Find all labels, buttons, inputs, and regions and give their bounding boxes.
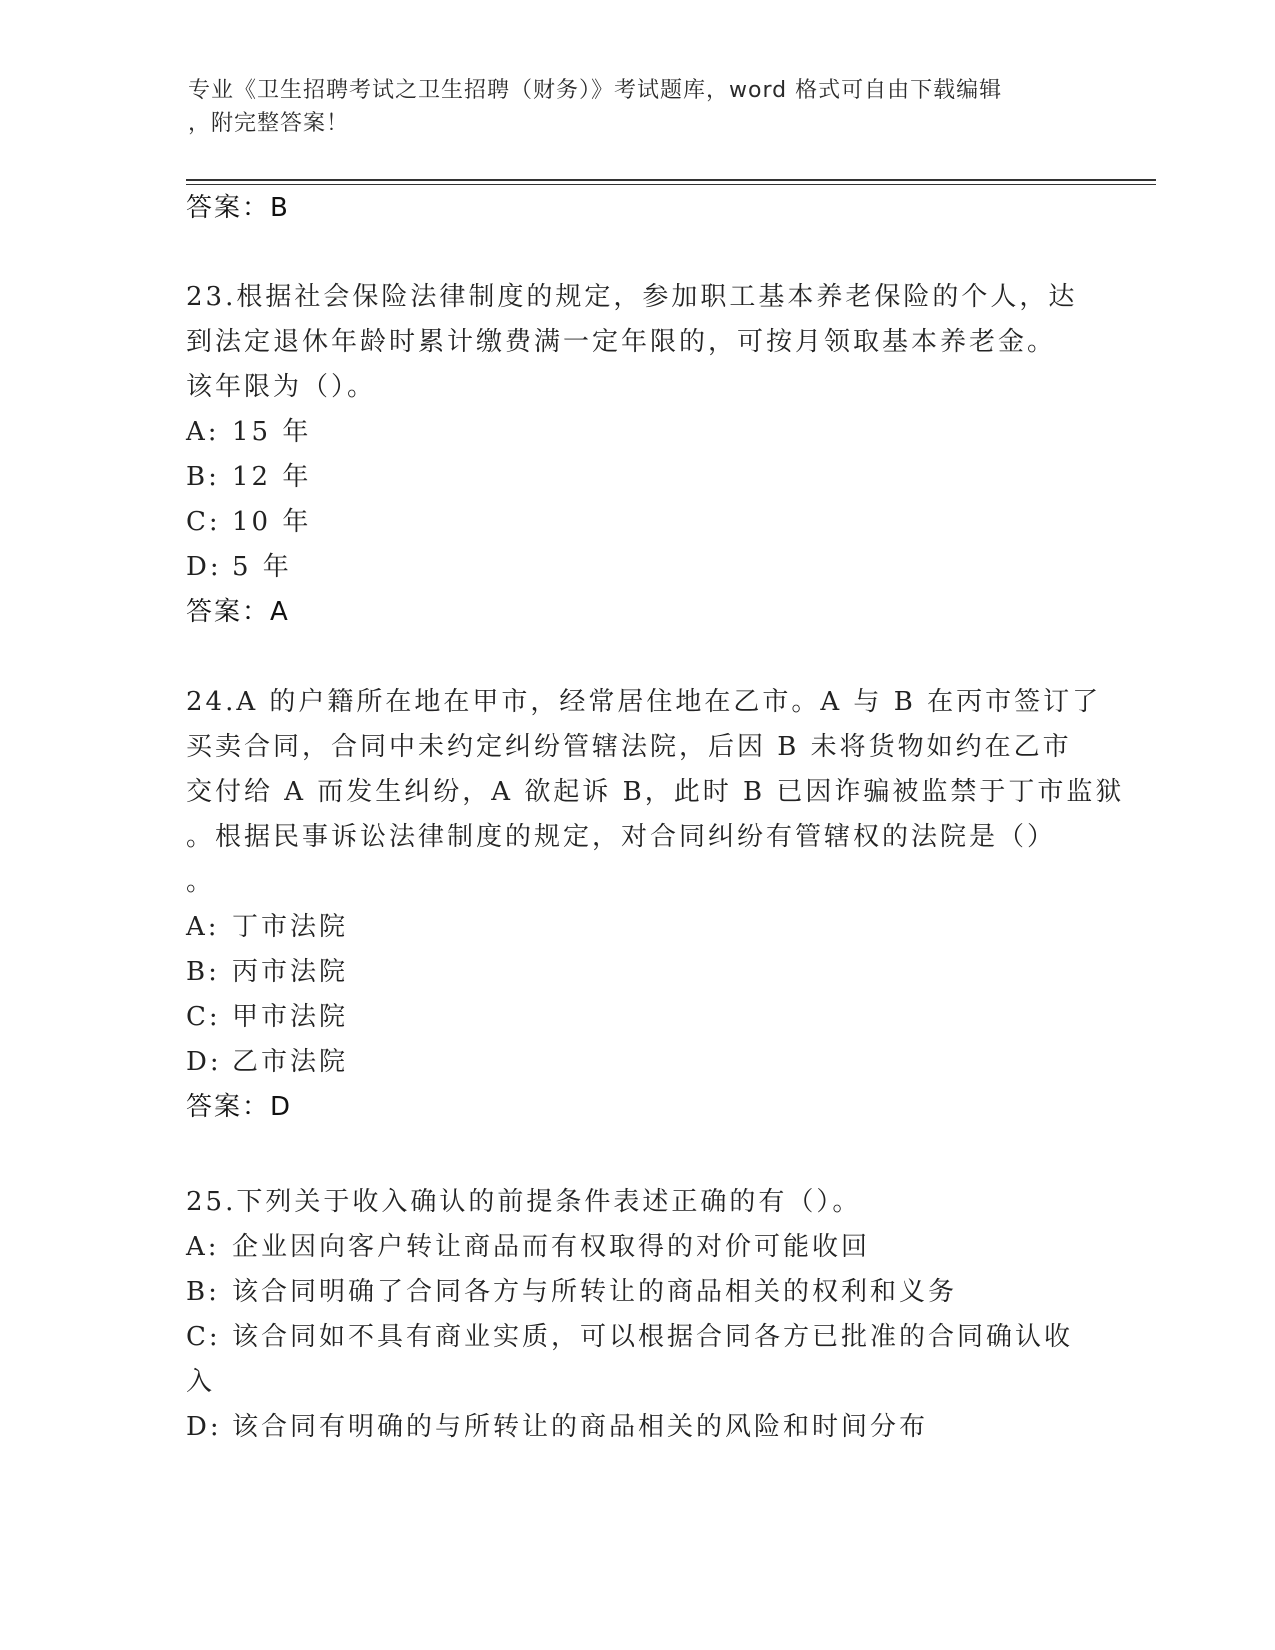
question-stem-line: 。根据民事诉讼法律制度的规定，对合同纠纷有管辖权的法院是（） bbox=[186, 822, 1057, 852]
option-a bbox=[186, 905, 1086, 950]
page-header bbox=[188, 74, 1068, 140]
option-key: D: bbox=[186, 1047, 222, 1077]
option-key: A: bbox=[186, 912, 220, 942]
option-text: 该合同明确了合同各方与所转让的商品相关的权利和义务 bbox=[232, 1277, 958, 1307]
header-divider-thick bbox=[186, 179, 1156, 181]
question-stem-line: 25.下列关于收入确认的前提条件表述正确的有（）。 bbox=[186, 1187, 862, 1217]
previous-answer-block bbox=[186, 186, 1086, 231]
option-b bbox=[186, 950, 1086, 995]
option-c-continuation bbox=[186, 1360, 1086, 1405]
option-d bbox=[186, 1405, 1086, 1450]
option-key: C: bbox=[186, 1322, 221, 1352]
option-c bbox=[186, 500, 1086, 545]
question-stem-line: 。 bbox=[186, 867, 216, 897]
header-divider-thin bbox=[186, 184, 1156, 185]
option-key: B: bbox=[186, 957, 220, 987]
option-a bbox=[186, 410, 1086, 455]
question-stem-line: 该年限为（）。 bbox=[186, 372, 377, 402]
question-24 bbox=[186, 680, 1125, 1130]
answer-line: 答案：D bbox=[186, 1092, 293, 1122]
option-d bbox=[186, 545, 1086, 590]
option-key: A: bbox=[186, 417, 220, 447]
option-b bbox=[186, 1270, 1086, 1315]
header-line-2: ，附完整答案！ bbox=[188, 111, 350, 136]
option-c bbox=[186, 1315, 1086, 1360]
question-25 bbox=[186, 1180, 1086, 1450]
option-d bbox=[186, 1040, 1086, 1085]
option-text: 该合同如不具有商业实质，可以根据合同各方已批准的合同确认收 bbox=[232, 1322, 1074, 1352]
option-key: D: bbox=[186, 552, 222, 582]
option-key: B: bbox=[186, 462, 220, 492]
option-key: A: bbox=[186, 1232, 220, 1262]
option-key: C: bbox=[186, 507, 221, 537]
question-stem-line: 24.A 的户籍所在地在甲市，经常居住地在乙市。A 与 B 在丙市签订了 bbox=[186, 687, 1102, 717]
question-stem-line: 23.根据社会保险法律制度的规定，参加职工基本养老保险的个人，达 bbox=[186, 282, 1078, 312]
answer-line: 答案：B bbox=[186, 193, 290, 223]
option-a bbox=[186, 1225, 1086, 1270]
question-23 bbox=[186, 275, 1086, 635]
header-line-1: 专业《卫生招聘考试之卫生招聘（财务）》考试题库，word 格式可自由下载编辑 bbox=[188, 78, 1003, 103]
option-b bbox=[186, 455, 1086, 500]
option-text: 乙市法院 bbox=[232, 1047, 349, 1077]
answer-line: 答案：A bbox=[186, 597, 290, 627]
option-text: 甲市法院 bbox=[232, 1002, 349, 1032]
option-text: 12 年 bbox=[232, 462, 312, 492]
option-key: C: bbox=[186, 1002, 221, 1032]
option-text: 企业因向客户转让商品而有权取得的对价可能收回 bbox=[232, 1232, 871, 1262]
question-stem-line: 到法定退休年龄时累计缴费满一定年限的，可按月领取基本养老金。 bbox=[186, 327, 1057, 357]
option-text: 丁市法院 bbox=[232, 912, 349, 942]
option-text: 5 年 bbox=[232, 552, 292, 582]
option-text: 丙市法院 bbox=[232, 957, 349, 987]
question-stem-line: 交付给 A 而发生纠纷，A 欲起诉 B，此时 B 已因诈骗被监禁于丁市监狱 bbox=[186, 777, 1125, 807]
option-text: 15 年 bbox=[232, 417, 312, 447]
option-key: D: bbox=[186, 1412, 222, 1442]
option-text: 入 bbox=[186, 1367, 216, 1397]
option-text: 该合同有明确的与所转让的商品相关的风险和时间分布 bbox=[232, 1412, 929, 1442]
option-c bbox=[186, 995, 1086, 1040]
option-key: B: bbox=[186, 1277, 220, 1307]
option-text: 10 年 bbox=[232, 507, 312, 537]
question-stem-line: 买卖合同，合同中未约定纠纷管辖法院，后因 B 未将货物如约在乙市 bbox=[186, 732, 1072, 762]
